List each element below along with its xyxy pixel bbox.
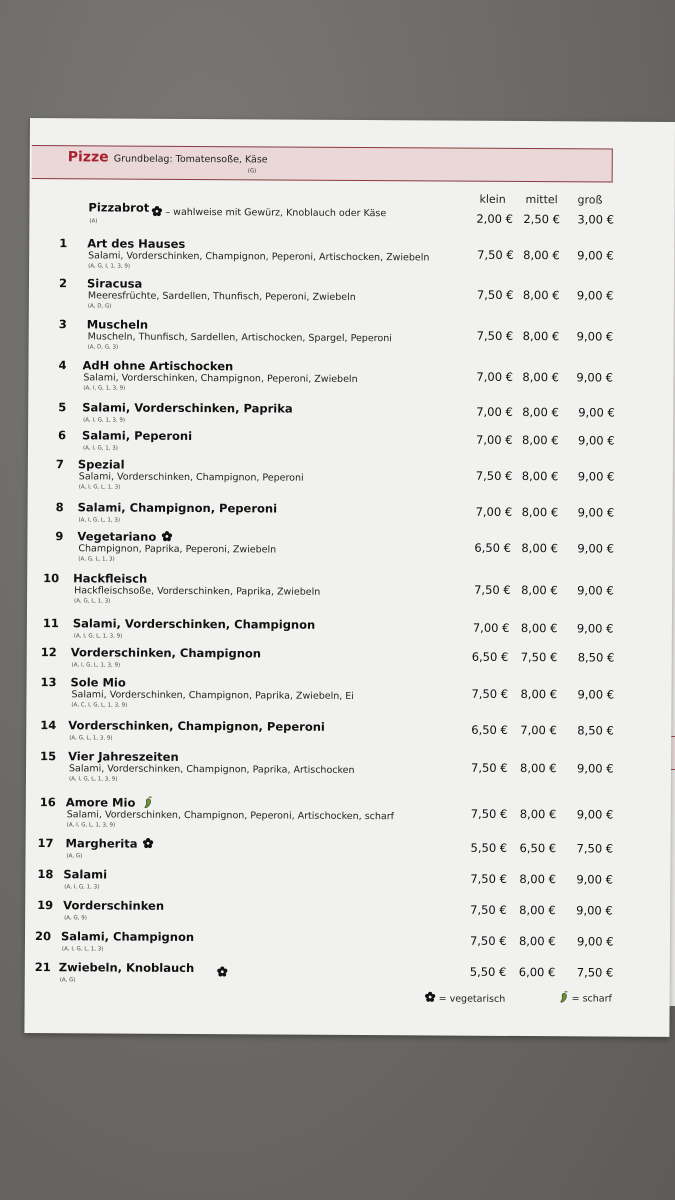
item-allergens: (A, G, L, 1, 3, 9) bbox=[69, 735, 113, 742]
item-price: 7,50 € bbox=[476, 287, 514, 302]
item-price: 8,00 € bbox=[521, 505, 559, 520]
item-allergens: (A, G, I, 1, 3, 9) bbox=[88, 263, 131, 270]
column-head-medium: mittel bbox=[525, 193, 558, 207]
item-allergens: (A, I, G, L, 1, 3, 9) bbox=[66, 822, 116, 829]
item-number: 19 bbox=[37, 898, 54, 913]
item-allergens: (A, I, G, L, 1, 3, 9) bbox=[68, 776, 118, 783]
item-description: Meeresfrüchte, Sardellen, Thunfisch, Peperoni, Zwiebeln bbox=[87, 290, 356, 303]
item-price: 9,00 € bbox=[577, 469, 615, 484]
item-name bbox=[66, 795, 154, 810]
item-price: 7,00 € bbox=[520, 723, 557, 738]
item-number: 1 bbox=[59, 236, 68, 251]
item-number: 20 bbox=[34, 929, 52, 944]
item-name-text: Salami, Champignon, Peperoni bbox=[77, 500, 278, 516]
chili-icon bbox=[558, 990, 570, 1003]
flower-icon bbox=[217, 962, 228, 973]
item-name bbox=[71, 645, 261, 660]
item-price: 7,00 € bbox=[475, 504, 513, 519]
item-price: 9,00 € bbox=[576, 903, 613, 918]
legend-vegetarian-text: = vegetarisch bbox=[438, 993, 506, 1005]
item-price: 7,00 € bbox=[476, 404, 513, 419]
item-price: 9,00 € bbox=[577, 583, 614, 598]
item-number: 11 bbox=[42, 616, 59, 631]
item-name-text: Vorderschinken, Champignon, Peperoni bbox=[68, 718, 325, 734]
item-allergens: (A, I, G, L, 1, 3) bbox=[78, 517, 121, 524]
item-price: 9,00 € bbox=[576, 621, 614, 636]
item-allergens: (A, G, L, 1, 3) bbox=[74, 598, 111, 605]
item-price: 8,00 € bbox=[521, 469, 559, 484]
column-head-small: klein bbox=[479, 192, 506, 206]
item-name bbox=[71, 675, 126, 689]
item-price: 7,50 € bbox=[474, 582, 511, 597]
item-allergens: (A, I, G, L, 1, 3) bbox=[61, 946, 104, 953]
item-price: 7,50 € bbox=[470, 806, 508, 821]
item-price: 3,00 € bbox=[577, 212, 615, 227]
menu-page bbox=[24, 118, 675, 1037]
item-allergens: (A, I, G, L, 1, 3) bbox=[78, 484, 121, 491]
item-price: 8,00 € bbox=[519, 807, 557, 822]
item-name bbox=[87, 276, 142, 290]
item-number: 10 bbox=[43, 571, 60, 586]
item-name-text: Salami, Vorderschinken, Champignon bbox=[72, 616, 316, 632]
item-number: 16 bbox=[39, 795, 56, 810]
item-price: 8,00 € bbox=[522, 329, 560, 344]
item-price: 8,00 € bbox=[519, 903, 556, 918]
item-name-text: Amore Mio bbox=[65, 795, 136, 810]
item-name-text: Sole Mio bbox=[70, 675, 126, 690]
item-name-text: Salami, Champignon bbox=[60, 929, 195, 945]
item-price: 5,50 € bbox=[469, 964, 507, 979]
item-price: 9,00 € bbox=[578, 405, 615, 420]
menu-row bbox=[25, 898, 670, 922]
item-name: Pizzabrot bbox=[88, 200, 150, 215]
item-price: 9,00 € bbox=[576, 761, 614, 776]
item-name bbox=[87, 236, 185, 251]
item-allergens: (A, C, I, G, L, 1, 3, 9) bbox=[71, 702, 128, 709]
menu-row bbox=[27, 645, 672, 669]
item-name bbox=[73, 616, 315, 631]
item-price: 8,00 € bbox=[520, 621, 558, 636]
item-name-text: AdH ohne Artischocken bbox=[82, 358, 234, 374]
flower-icon bbox=[151, 202, 162, 213]
item-name-text: Zwiebeln, Knoblauch bbox=[58, 960, 195, 976]
item-price: 8,00 € bbox=[522, 288, 560, 303]
item-name-text: Vorderschinken bbox=[63, 898, 165, 913]
item-price: 7,50 € bbox=[520, 650, 558, 665]
item-name-text: Salami, Peperoni bbox=[82, 428, 193, 443]
item-allergens: (A, G) bbox=[59, 977, 76, 984]
menu-row bbox=[27, 616, 672, 640]
item-price: 7,50 € bbox=[476, 328, 514, 343]
item-allergens: (A, D, G) bbox=[87, 303, 112, 310]
item-price: 6,50 € bbox=[471, 649, 509, 664]
flower-icon bbox=[161, 531, 172, 542]
chili-icon bbox=[141, 796, 153, 809]
menu-row bbox=[29, 358, 674, 392]
item-number: 14 bbox=[40, 718, 57, 733]
item-price: 9,00 € bbox=[577, 541, 615, 556]
menu-row bbox=[26, 795, 671, 829]
menu-row bbox=[27, 571, 672, 605]
item-allergens: (A, I, G, 1, 3, 9) bbox=[83, 385, 126, 392]
section-title: Pizze bbox=[67, 149, 109, 166]
section-header bbox=[32, 145, 613, 183]
item-price: 8,00 € bbox=[523, 248, 560, 263]
item-price: 6,00 € bbox=[518, 965, 556, 980]
item-number: 12 bbox=[40, 645, 57, 660]
item-number: 18 bbox=[37, 867, 54, 882]
item-allergens: (A) bbox=[89, 218, 98, 225]
section-subtitle: Grundbelag: Tomatensoße, Käse bbox=[113, 153, 268, 166]
item-number: 4 bbox=[58, 358, 67, 373]
menu-row bbox=[26, 836, 671, 860]
item-allergens: (A, G) bbox=[66, 853, 83, 860]
item-name-text: Margherita bbox=[65, 836, 138, 851]
menu-row bbox=[29, 276, 674, 310]
item-name-text: Salami, Vorderschinken, Paprika bbox=[82, 400, 293, 416]
menu-row bbox=[28, 428, 673, 452]
item-price: 6,50 € bbox=[474, 540, 512, 555]
item-number: 7 bbox=[55, 457, 64, 472]
item-number: 8 bbox=[55, 500, 64, 515]
menu-row bbox=[25, 929, 670, 953]
item-price: 7,50 € bbox=[470, 871, 507, 886]
item-price: 7,50 € bbox=[475, 468, 513, 483]
item-allergens: (A, I, G, 1, 3) bbox=[64, 884, 100, 891]
item-description: Salami, Vorderschinken, Champignon, Paprika, Zwiebeln, Ei bbox=[71, 689, 354, 702]
item-description: Salami, Vorderschinken, Champignon, Peperoni, Artischocken, scharf bbox=[66, 809, 395, 823]
item-name-text: Siracusa bbox=[86, 276, 143, 291]
item-name bbox=[61, 929, 194, 944]
item-number: 21 bbox=[34, 960, 51, 975]
menu-row bbox=[26, 749, 671, 783]
item-price: 9,00 € bbox=[576, 807, 614, 822]
item-price: 7,50 € bbox=[470, 760, 508, 775]
item-name-text: Muscheln bbox=[86, 317, 149, 332]
flower-icon bbox=[425, 991, 436, 1002]
item-price: 6,50 € bbox=[471, 722, 508, 737]
item-price: 7,00 € bbox=[472, 620, 510, 635]
item-price: 8,00 € bbox=[519, 872, 556, 887]
item-name bbox=[59, 960, 194, 975]
item-price: 9,00 € bbox=[577, 687, 615, 702]
menu-row bbox=[27, 529, 672, 563]
item-name bbox=[82, 400, 292, 415]
menu-row bbox=[28, 457, 673, 491]
item-name bbox=[77, 529, 172, 544]
item-price: 9,00 € bbox=[577, 248, 614, 263]
item-price: 8,00 € bbox=[520, 687, 558, 702]
flower-icon bbox=[143, 838, 154, 849]
item-name bbox=[63, 898, 164, 913]
item-allergens: (A, I, G, L, 1, 3, 9) bbox=[73, 633, 123, 640]
item-name-text: Salami bbox=[63, 867, 108, 882]
item-price: 8,00 € bbox=[521, 541, 559, 556]
legend-vegetarian bbox=[425, 991, 506, 1004]
menu-row bbox=[28, 500, 673, 524]
item-name-text: Hackfleisch bbox=[73, 571, 148, 586]
item-price: 9,00 € bbox=[577, 505, 615, 520]
menu-row bbox=[25, 960, 670, 984]
item-description: – wahlweise mit Gewürz, Knoblauch oder Käse bbox=[165, 206, 387, 220]
item-name-text: Art des Hauses bbox=[87, 236, 186, 251]
item-allergens: (A, I, G, 1, 3) bbox=[82, 445, 118, 452]
item-description: Salami, Vorderschinken, Champignon, Peperoni bbox=[78, 471, 304, 484]
item-description: Salami, Vorderschinken, Champignon, Peperoni, Zwiebeln bbox=[83, 372, 358, 386]
item-name-text: Vier Jahreszeiten bbox=[68, 749, 179, 764]
item-name-text: Vorderschinken, Champignon bbox=[70, 645, 262, 661]
item-number: 2 bbox=[58, 276, 68, 291]
item-price: 8,50 € bbox=[577, 650, 615, 665]
item-number: 3 bbox=[58, 317, 67, 332]
legend-spicy-text: = scharf bbox=[571, 993, 612, 1005]
item-number: 17 bbox=[37, 836, 54, 851]
item-name bbox=[66, 836, 154, 851]
item-price: 7,50 € bbox=[470, 902, 507, 917]
item-price: 9,00 € bbox=[576, 872, 613, 887]
item-price: 9,00 € bbox=[576, 329, 614, 344]
item-price: 8,00 € bbox=[521, 583, 558, 598]
item-allergens: (A, I, G, 1, 3, 9) bbox=[83, 417, 126, 424]
menu-row bbox=[28, 400, 673, 424]
section-allergen: (G) bbox=[247, 168, 257, 175]
item-price: 9,00 € bbox=[576, 934, 614, 949]
item-price: 6,50 € bbox=[519, 841, 557, 856]
item-name bbox=[68, 749, 179, 764]
item-number: 5 bbox=[58, 400, 67, 415]
item-price: 7,50 € bbox=[469, 933, 507, 948]
item-price: 7,00 € bbox=[476, 432, 513, 447]
item-number: 6 bbox=[58, 428, 67, 443]
item-name bbox=[82, 428, 192, 443]
item-description: Salami, Vorderschinken, Champignon, Paprika, Artischocken bbox=[68, 763, 355, 776]
item-name-text: Vegetariano bbox=[77, 529, 157, 544]
item-price: 2,00 € bbox=[476, 211, 514, 226]
item-price: 8,00 € bbox=[519, 761, 557, 776]
item-number: 13 bbox=[40, 675, 57, 690]
item-name bbox=[87, 317, 149, 331]
legend-spicy bbox=[558, 990, 612, 1004]
item-name bbox=[78, 500, 278, 515]
item-number: 15 bbox=[40, 749, 57, 764]
item-price: 7,50 € bbox=[576, 965, 614, 980]
item-description: Champignon, Paprika, Peperoni, Zwiebeln bbox=[78, 543, 277, 556]
item-price: 7,50 € bbox=[471, 686, 509, 701]
item-name bbox=[78, 457, 125, 471]
item-description: Muscheln, Thunfisch, Sardellen, Artischocken, Spargel, Peperoni bbox=[87, 331, 392, 345]
item-price: 8,50 € bbox=[577, 723, 614, 738]
item-name-text: Spezial bbox=[77, 457, 125, 472]
item-price: 5,50 € bbox=[470, 840, 508, 855]
item-name bbox=[73, 571, 147, 585]
item-allergens: (A, G, 9) bbox=[64, 915, 87, 922]
item-name bbox=[68, 718, 325, 734]
item-allergens: (A, I, G, L, 1, 3, 9) bbox=[71, 662, 121, 669]
menu-row bbox=[27, 675, 672, 709]
item-price: 9,00 € bbox=[576, 370, 614, 385]
column-head-large: groß bbox=[577, 193, 603, 207]
menu-row bbox=[29, 317, 674, 351]
menu-row bbox=[25, 867, 670, 891]
item-allergens: (A, G, L, 1, 3) bbox=[78, 556, 115, 563]
menu-row bbox=[29, 236, 674, 270]
item-price: 7,50 € bbox=[477, 247, 514, 262]
item-price: 7,00 € bbox=[476, 369, 514, 384]
item-price: 7,50 € bbox=[576, 841, 614, 856]
item-price: 2,50 € bbox=[523, 212, 561, 227]
item-price: 8,00 € bbox=[522, 370, 560, 385]
item-description: Salami, Vorderschinken, Champignon, Peperoni, Artischocken, Zwiebeln bbox=[88, 250, 430, 264]
item-number: 9 bbox=[55, 529, 64, 544]
item-allergens: (A, D, G, 3) bbox=[87, 344, 119, 351]
item-price: 9,00 € bbox=[577, 433, 615, 448]
item-price: 9,00 € bbox=[576, 288, 614, 303]
item-name bbox=[63, 867, 107, 881]
item-price: 8,00 € bbox=[521, 433, 559, 448]
menu-row bbox=[26, 718, 671, 742]
item-price: 8,00 € bbox=[518, 934, 556, 949]
item-description: Hackfleischsoße, Vorderschinken, Paprika, Zwiebeln bbox=[74, 585, 321, 598]
item-name bbox=[82, 358, 233, 373]
item-price: 8,00 € bbox=[522, 405, 559, 420]
